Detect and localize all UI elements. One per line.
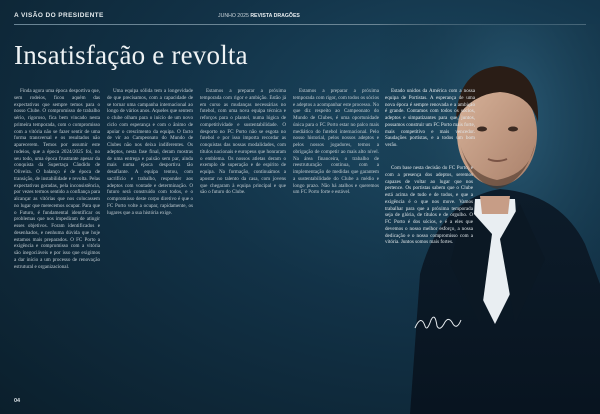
magazine-name: REVISTA DRAGÕES: [250, 13, 300, 19]
text-column-1: [14, 88, 100, 393]
column-4-text: Estamos a preparar a próxima temporada com rigor, com todos os sócios e adeptos a acompanhar este processo. No que diz respeito ao Campeonato do Mundo de Clubes, é uma oportunidade única para o FC Porto estar no palco mais mediático do futebol internacional. Pelo nosso historial, pelos nossos adeptos e pelos nossos jogadores, temos a obrigação de competir ao mais alto nível. Na área financeira, o trabalho de reestruturação continua, com a implementação de medidas que garantem a sustentabilidade do Clube a médio e longo prazo. Não há atalhos e queremos um FC Porto forte e estável.: [293, 88, 379, 196]
issue-date: JUNHO 2025: [218, 13, 249, 19]
page-number: 04: [14, 398, 21, 404]
text-column-3: [200, 88, 286, 393]
text-column-4: [293, 88, 379, 393]
article-title: Insatisfação e revolta: [14, 40, 248, 70]
issue-info: [218, 13, 300, 19]
text-column-2: [107, 88, 193, 393]
column-6-text: Com base nesta decisão do FC Porto, e com a presença dos adeptos, seremos capazes de voltar ao lugar que nos pertence. Os portistas sabem que o Clube está acima de tudo e de todos, e que a exigência é o que nos move. Vamos trabalhar para que a próxima temporada seja de glória, de títulos e de orgulho. O FC Porto é dos sócios, e é a eles que devemos o nosso melhor esforço, a nossa dedicação e o nosso compromisso com a vitória. Juntos somos mais fortes.: [385, 165, 473, 246]
column-5-text: Estado unidos da América com a nossa equipa de Portistas. A esperança de uma nova época é sempre renovada e a ambição é grande. Contamos com todos os sócios, adeptos e simpatizantes para que, juntos, possamos construir um FC Porto mais forte, mais competitivo e mais vencedor. Saudações portistas, e a todos um bom verão.: [385, 88, 475, 148]
column-1-text: Finda agora uma época desportiva que, sem rodeios, ficou aquém das expectativas que sempre temos para o nosso Clube. O compromisso de trabalho sério, rigoroso, fica bem vincado nesta primeira temporada, com o compromisso com a vitória não se fazer sentir de uma forma transversal e os resultados não aparecerem. Temos por assumir este rodeios, que a época 2024/2025 foi, no seu todo, uma época frustrante apesar da conquista da Supertaça Cândido de Oliveira. O balanço é de época de transição, de instabilidade e revolta. Pelas expectativas goradas, pela inconsistência, por vezes termos sentido a confiança para alcançar as vitórias que nos colocassem no lugar que merecemos ocupar. Para que o Futuro, é fundamental identificar os problemas que nos impediram de atingir esses objetivos. Foram identificados e desenhados, e nenhuma dúvida que hoje estamos mais preparados. O FC Porto a exigência e compromisso com a vitória são inegociáveis e por isso que exigimos a dar início a um processo de renovação estrutural e organizacional.: [14, 88, 100, 270]
column-2-text: Uma equipa sólida tem a longevidade de que precisamos, com a capacidade de se tornar uma campanha internacional ao longo de vários anos. Aqueles que sentem o clube olham para o início de um novo ciclo com esperança e com o ânimo de apoiar o crescimento da equipa. O facto de vir ao Campeonato do Mundo de Clubes não nos deixa indiferentes. Os adeptos, nesta fase final, deram mostras de uma entrega e paixão sem par, ainda mais numa época desportiva tão desafiante. A equipa tentou, com sacrifício e trabalho, responder aos adeptos com vontade e determinação. O futuro será construído com todos, e o compromisso deste corpo diretivo é que o FC Porto volte a ocupar, rapidamente, os lugares que a sua história exige.: [107, 88, 193, 216]
column-3-text: Estamos a preparar a próxima temporada com rigor e ambição. Estão já em curso as mudanças necessárias no futebol, com uma nova equipa técnica e reforços para o plantel, numa lógica de competitividade e sustentabilidade. O desporto no FC Porto não se esgota no futebol e por isso importa recordar as conquistas das nossas modalidades, com títulos nacionais e europeus que honraram o emblema. Os nossos atletas deram o exemplo de superação e de espírito de equipa. Na formação, continuámos a apostar no talento da casa, com jovens que chegaram à equipa principal e que são o futuro do Clube.: [200, 88, 286, 196]
president-signature: [413, 312, 463, 334]
text-column-5: [385, 88, 475, 164]
text-column-6: [385, 165, 473, 405]
section-label: A VISÃO DO PRESIDENTE: [14, 12, 104, 19]
